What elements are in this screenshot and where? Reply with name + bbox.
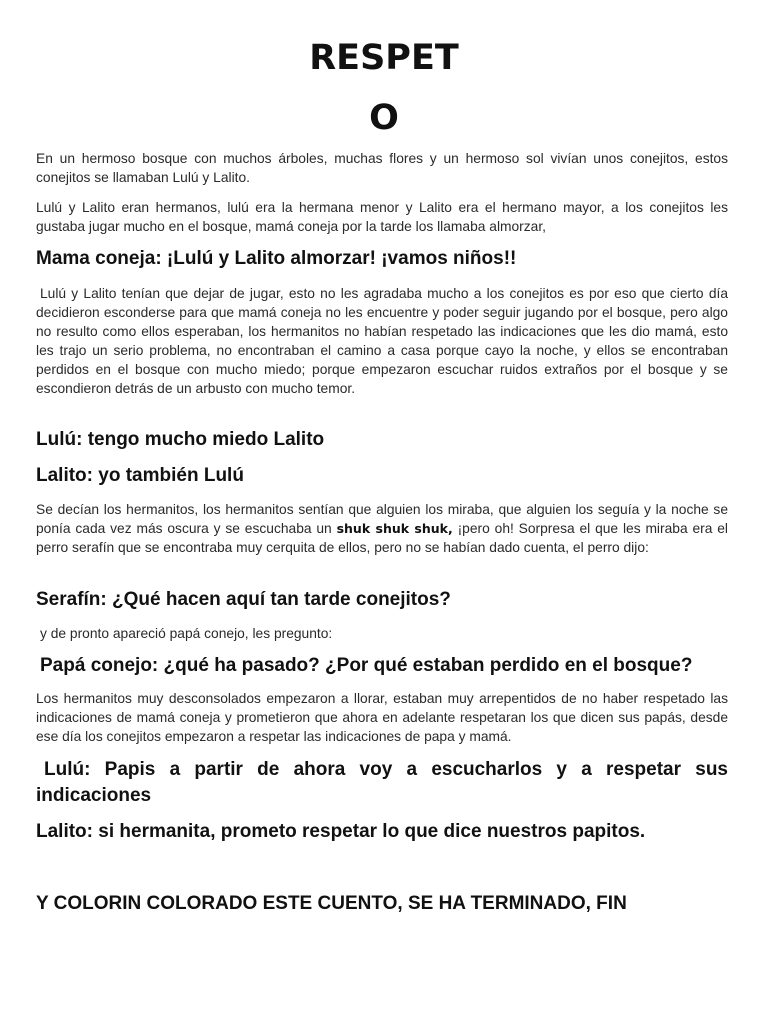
paragraph-papa-conejo: y de pronto apareció papá conejo, les pregunto: — [40, 626, 333, 641]
dialog-mama-coneja: Mama coneja: ¡Lulú y Lalito almorzar! ¡vamos niños!! — [36, 248, 517, 269]
dialog-papa-conejo: Papá conejo: ¿qué ha pasado? ¿Por qué estaban perdido en el bosque? — [40, 655, 693, 676]
paragraph-serafin-start: Se decían los hermanitos, los hermanitos sentían que alguien los miraba, que alguien los seguía y la noche se ponía cada vez más oscura y se escuchaba un — [36, 502, 728, 536]
paragraph-siblings: Lulú y Lalito eran hermanos, lulú era la hermana menor y Lalito era el hermano mayor, a los conejitos les gustaba jugar mucho en el bosque, mamá coneja por la tarde los llamaba almorzar, — [36, 200, 728, 234]
paragraph-serafin — [36, 500, 728, 557]
story-ending: Y COLORIN COLORADO ESTE CUENTO, SE HA TERMINADO, FIN — [36, 893, 627, 914]
paragraph-serafin-end: ¡pero oh! Sorpresa el que les miraba era el perro serafín que se encontraba muy cerquita de ellos, pero no se habían dado cuenta, el perro dijo: — [36, 521, 728, 555]
dialog-lulu-miedo: Lulú: tengo mucho miedo Lalito — [36, 429, 325, 450]
title-line-1: RESPET — [309, 38, 459, 78]
dialog-lalito-tambien: Lalito: yo también Lulú — [36, 465, 244, 486]
title-line-2: O — [369, 98, 399, 138]
paragraph-hiding: Lulú y Lalito tenían que dejar de jugar, esto no les agradaba mucho a los conejitos es por eso que cierto día decidieron esconderse para que mamá coneja no les encuentre y poder seguir jugando por el bosque, pero algo no resulto como ellos esperaban, los hermanitos no habían respetado las indicaciones que les dio mamá, esto les trajo un serio problema, no encontraban el camino a casa porque cayo la noche, y ellos se encontraban perdidos en el bosque con mucho miedo; porque empezaron escuchar ruidos extraños por el bosque y se escondieron detrás de un arbusto con mucho temor. — [36, 286, 728, 396]
paragraph-intro: En un hermoso bosque con muchos árboles, muchas flores y un hermoso sol vivían unos conejitos, estos conejitos se llamaban Lulú y Lalito. — [36, 151, 728, 185]
shuk-sound-text: shuk shuk shuk, — [336, 521, 453, 536]
dialog-lalito-promesa: Lalito: si hermanita, prometo respetar lo que dice nuestros papitos. — [36, 821, 646, 842]
paragraph-arrepentidos: Los hermanitos muy desconsolados empezaron a llorar, estaban muy arrepentidos de no haber respetado las indicaciones de mamá coneja y prometieron que ahora en adelante respetaran los que dicen sus papás, desde ese día los conejitos empezaron a respetar las indicaciones de papa y mamá. — [36, 691, 728, 744]
dialog-serafin: Serafín: ¿Qué hacen aquí tan tarde conejitos? — [36, 589, 451, 610]
dialog-lulu-promesa: Lulú: Papis a partir de ahora voy a escucharlos y a respetar sus indicaciones — [36, 759, 728, 806]
